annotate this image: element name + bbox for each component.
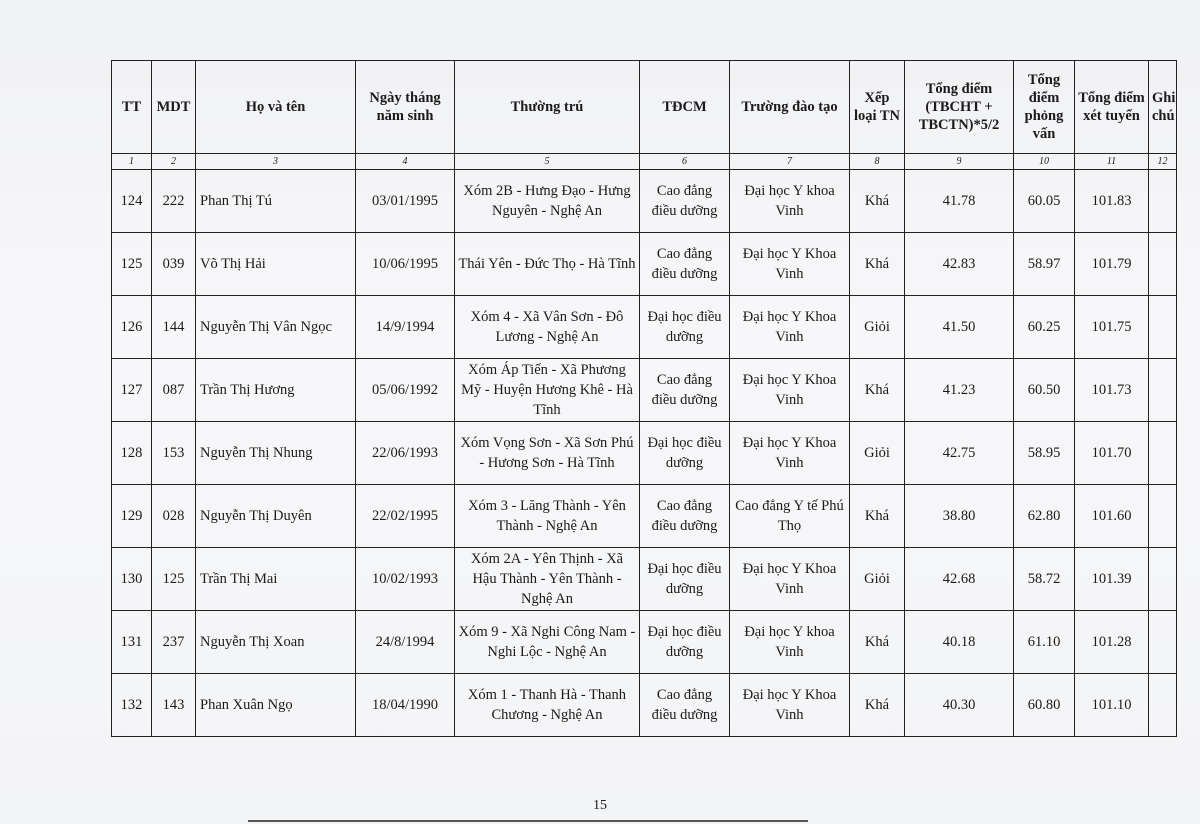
cell-address: Xóm 2B - Hưng Đạo - Hưng Nguyên - Nghệ An — [455, 170, 640, 233]
cell-score: 38.80 — [905, 485, 1014, 548]
cell-note — [1149, 359, 1177, 422]
header-address: Thường trú — [455, 61, 640, 154]
column-number: 3 — [196, 154, 356, 170]
cell-mdt: 087 — [152, 359, 196, 422]
cell-address: Xóm 9 - Xã Nghi Công Nam - Nghi Lộc - Nghệ An — [455, 611, 640, 674]
cell-tdcm: Cao đẳng điều dưỡng — [640, 359, 730, 422]
cell-rank: Khá — [850, 485, 905, 548]
cell-tdcm: Đại học điều dưỡng — [640, 422, 730, 485]
column-number: 5 — [455, 154, 640, 170]
cell-score: 42.83 — [905, 233, 1014, 296]
table-row — [112, 485, 1177, 548]
header-rank: Xếp loại TN — [850, 61, 905, 154]
header-dob: Ngày tháng năm sinh — [356, 61, 455, 154]
cell-school: Đại học Y Khoa Vinh — [730, 422, 850, 485]
cell-address: Xóm Áp Tiến - Xã Phương Mỹ - Huyện Hương Khê - Hà Tĩnh — [455, 359, 640, 422]
cell-dob: 22/02/1995 — [356, 485, 455, 548]
cell-tt: 129 — [112, 485, 152, 548]
cell-interview: 60.05 — [1014, 170, 1075, 233]
cell-note — [1149, 611, 1177, 674]
cell-name: Nguyễn Thị Xoan — [196, 611, 356, 674]
cell-tt: 130 — [112, 548, 152, 611]
column-number: 10 — [1014, 154, 1075, 170]
cell-interview: 58.97 — [1014, 233, 1075, 296]
cell-name: Trần Thị Hương — [196, 359, 356, 422]
cell-address: Thái Yên - Đức Thọ - Hà Tĩnh — [455, 233, 640, 296]
cell-interview: 60.50 — [1014, 359, 1075, 422]
cell-total: 101.75 — [1075, 296, 1149, 359]
table-row — [112, 422, 1177, 485]
cell-total: 101.79 — [1075, 233, 1149, 296]
cell-dob: 24/8/1994 — [356, 611, 455, 674]
cell-tt: 126 — [112, 296, 152, 359]
cell-address: Xóm 3 - Lăng Thành - Yên Thành - Nghệ An — [455, 485, 640, 548]
cell-mdt: 222 — [152, 170, 196, 233]
cell-interview: 60.25 — [1014, 296, 1075, 359]
cell-total: 101.70 — [1075, 422, 1149, 485]
table-row — [112, 674, 1177, 737]
cell-address: Xóm 1 - Thanh Hà - Thanh Chương - Nghệ An — [455, 674, 640, 737]
cell-name: Nguyễn Thị Nhung — [196, 422, 356, 485]
column-number: 4 — [356, 154, 455, 170]
cell-interview: 62.80 — [1014, 485, 1075, 548]
cell-name: Võ Thị Hải — [196, 233, 356, 296]
column-number: 2 — [152, 154, 196, 170]
cell-name: Phan Thị Tú — [196, 170, 356, 233]
column-number: 12 — [1149, 154, 1177, 170]
cell-score: 42.68 — [905, 548, 1014, 611]
cell-rank: Khá — [850, 233, 905, 296]
cell-rank: Giỏi — [850, 422, 905, 485]
cell-school: Đại học Y Khoa Vinh — [730, 359, 850, 422]
cell-address: Xóm 4 - Xã Vân Sơn - Đô Lương - Nghệ An — [455, 296, 640, 359]
column-number: 9 — [905, 154, 1014, 170]
cell-tt: 127 — [112, 359, 152, 422]
cell-interview: 61.10 — [1014, 611, 1075, 674]
cell-mdt: 125 — [152, 548, 196, 611]
cell-mdt: 028 — [152, 485, 196, 548]
cell-score: 42.75 — [905, 422, 1014, 485]
cell-tdcm: Cao đẳng điều dưỡng — [640, 233, 730, 296]
candidate-table — [111, 60, 1177, 737]
column-number: 8 — [850, 154, 905, 170]
bottom-scan-line — [248, 820, 808, 822]
cell-name: Nguyễn Thị Duyên — [196, 485, 356, 548]
cell-mdt: 144 — [152, 296, 196, 359]
header-note: Ghi chú — [1149, 61, 1177, 154]
cell-name: Trần Thị Mai — [196, 548, 356, 611]
column-number-row — [112, 154, 1177, 170]
cell-dob: 05/06/1992 — [356, 359, 455, 422]
cell-tdcm: Đại học điều dưỡng — [640, 296, 730, 359]
cell-school: Đại học Y Khoa Vinh — [730, 233, 850, 296]
cell-note — [1149, 674, 1177, 737]
cell-total: 101.39 — [1075, 548, 1149, 611]
cell-dob: 10/06/1995 — [356, 233, 455, 296]
column-number: 7 — [730, 154, 850, 170]
cell-total: 101.28 — [1075, 611, 1149, 674]
cell-total: 101.73 — [1075, 359, 1149, 422]
cell-dob: 03/01/1995 — [356, 170, 455, 233]
cell-total: 101.83 — [1075, 170, 1149, 233]
cell-tdcm: Cao đẳng điều dưỡng — [640, 170, 730, 233]
table-row — [112, 359, 1177, 422]
cell-tdcm: Đại học điều dưỡng — [640, 611, 730, 674]
cell-score: 41.78 — [905, 170, 1014, 233]
cell-rank: Khá — [850, 611, 905, 674]
header-total: Tổng điểm xét tuyển — [1075, 61, 1149, 154]
column-number: 1 — [112, 154, 152, 170]
table-row — [112, 548, 1177, 611]
cell-address: Xóm 2A - Yên Thịnh - Xã Hậu Thành - Yên Thành - Nghệ An — [455, 548, 640, 611]
cell-tdcm: Đại học điều dưỡng — [640, 548, 730, 611]
cell-total: 101.10 — [1075, 674, 1149, 737]
cell-school: Đại học Y Khoa Vinh — [730, 296, 850, 359]
cell-dob: 10/02/1993 — [356, 548, 455, 611]
header-tdcm: TĐCM — [640, 61, 730, 154]
cell-school: Đại học Y khoa Vinh — [730, 170, 850, 233]
cell-mdt: 237 — [152, 611, 196, 674]
cell-mdt: 143 — [152, 674, 196, 737]
header-score: Tổng điểm (TBCHT + TBCTN)*5/2 — [905, 61, 1014, 154]
cell-name: Nguyễn Thị Vân Ngọc — [196, 296, 356, 359]
cell-name: Phan Xuân Ngọ — [196, 674, 356, 737]
cell-rank: Khá — [850, 359, 905, 422]
header-row — [112, 61, 1177, 154]
cell-note — [1149, 233, 1177, 296]
cell-tdcm: Cao đẳng điều dưỡng — [640, 674, 730, 737]
cell-rank: Giỏi — [850, 296, 905, 359]
cell-school: Đại học Y khoa Vinh — [730, 611, 850, 674]
cell-school: Đại học Y Khoa Vinh — [730, 548, 850, 611]
cell-interview: 60.80 — [1014, 674, 1075, 737]
cell-rank: Giỏi — [850, 548, 905, 611]
cell-tdcm: Cao đẳng điều dưỡng — [640, 485, 730, 548]
cell-tt: 132 — [112, 674, 152, 737]
cell-mdt: 153 — [152, 422, 196, 485]
table-row — [112, 611, 1177, 674]
column-number: 11 — [1075, 154, 1149, 170]
header-mdt: MDT — [152, 61, 196, 154]
table-row — [112, 170, 1177, 233]
header-tt: TT — [112, 61, 152, 154]
cell-rank: Khá — [850, 674, 905, 737]
header-interview: Tổng điểm phỏng vấn — [1014, 61, 1075, 154]
cell-score: 40.30 — [905, 674, 1014, 737]
cell-dob: 14/9/1994 — [356, 296, 455, 359]
table-row — [112, 233, 1177, 296]
column-number: 6 — [640, 154, 730, 170]
cell-tt: 125 — [112, 233, 152, 296]
cell-score: 41.50 — [905, 296, 1014, 359]
cell-dob: 22/06/1993 — [356, 422, 455, 485]
cell-school: Cao đẳng Y tế Phú Thọ — [730, 485, 850, 548]
cell-dob: 18/04/1990 — [356, 674, 455, 737]
cell-note — [1149, 170, 1177, 233]
cell-tt: 131 — [112, 611, 152, 674]
cell-address: Xóm Vọng Sơn - Xã Sơn Phú - Hương Sơn - Hà Tĩnh — [455, 422, 640, 485]
header-school: Trường đào tạo — [730, 61, 850, 154]
cell-tt: 124 — [112, 170, 152, 233]
cell-interview: 58.95 — [1014, 422, 1075, 485]
cell-note — [1149, 548, 1177, 611]
cell-interview: 58.72 — [1014, 548, 1075, 611]
cell-rank: Khá — [850, 170, 905, 233]
cell-note — [1149, 422, 1177, 485]
cell-score: 41.23 — [905, 359, 1014, 422]
cell-school: Đại học Y Khoa Vinh — [730, 674, 850, 737]
cell-tt: 128 — [112, 422, 152, 485]
page-number: 15 — [593, 798, 607, 813]
cell-note — [1149, 296, 1177, 359]
cell-total: 101.60 — [1075, 485, 1149, 548]
table-row — [112, 296, 1177, 359]
cell-score: 40.18 — [905, 611, 1014, 674]
cell-note — [1149, 485, 1177, 548]
cell-mdt: 039 — [152, 233, 196, 296]
header-name: Họ và tên — [196, 61, 356, 154]
